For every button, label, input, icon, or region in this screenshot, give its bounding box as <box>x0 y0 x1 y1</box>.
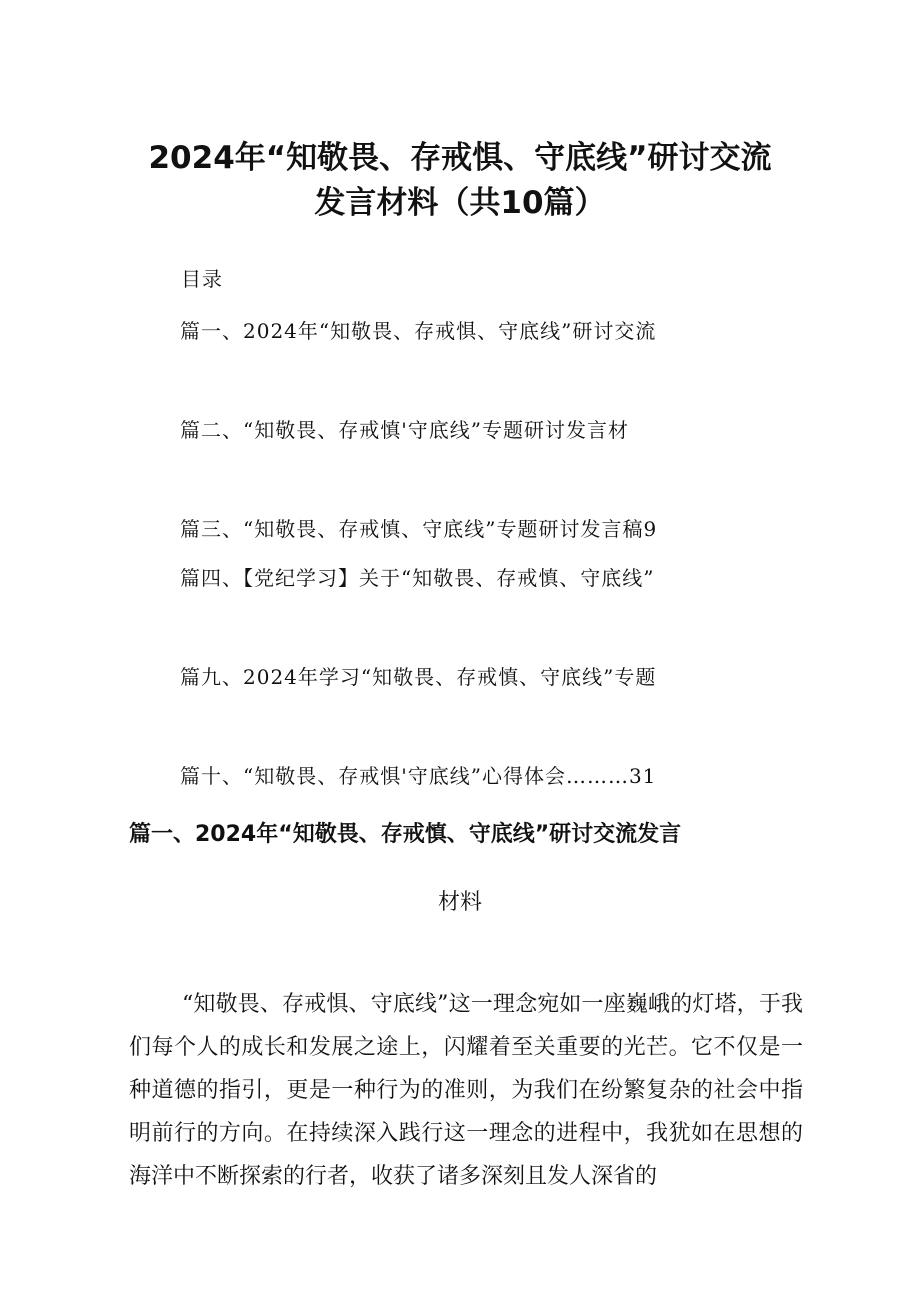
toc-item[interactable]: 篇二、“知敬畏、存戒慎'守底线”专题研讨发言材 <box>180 418 629 442</box>
page-title-line-1: 2024年“知敬畏、存戒惧、守底线”研讨交流 <box>148 140 772 176</box>
toc-item[interactable]: 篇一、2024年“知敬畏、存戒惧、守底线”研讨交流 <box>180 319 657 343</box>
toc-label: 目录 <box>181 267 223 291</box>
toc-item[interactable]: 篇十、“知敬畏、存戒惧'守底线”心得体会………31 <box>180 764 657 788</box>
body-paragraph: “知敬畏、存戒惧、守底线”这一理念宛如一座巍峨的灯塔，于我们每个人的成长和发展之途上，闪耀着至关重要的光芒。它不仅是一种道德的指引，更是一种行为的准则，为我们在纷繁复杂的社会中指明前行的方向。在持续深入践行这一理念的进程中，我犹如在思想的海洋中不断探索的行者，收获了诸多深刻且发人深省的 <box>129 992 803 1189</box>
toc-item[interactable]: 篇九、2024年学习“知敬畏、存戒慎、守底线”专题 <box>180 665 657 689</box>
section-heading-continuation: 材料 <box>437 890 482 915</box>
page-title-line-2: 发言材料（共10篇） <box>314 185 606 221</box>
toc-item[interactable]: 篇三、“知敬畏、存戒慎、守底线”专题研讨发言稿9 <box>180 517 658 541</box>
section-heading: 篇一、2024年“知敬畏、存戒慎、守底线”研讨交流发言 <box>129 822 682 847</box>
toc-item[interactable]: 篇四、【党纪学习】关于“知敬畏、存戒慎、守底线” <box>180 566 655 590</box>
